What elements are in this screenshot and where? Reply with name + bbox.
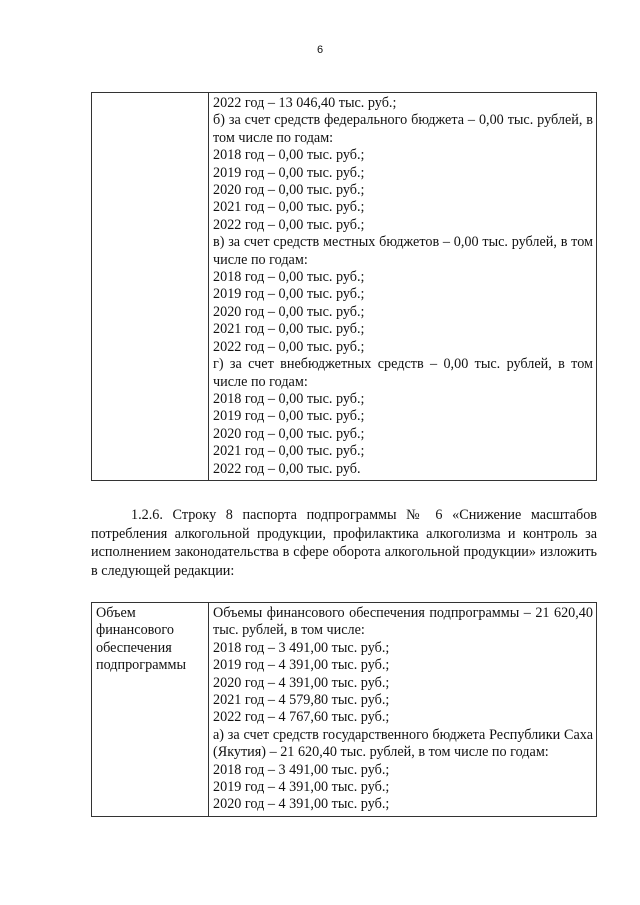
financing-line: 2021 год – 4 579,80 тыс. руб.;	[213, 692, 390, 709]
financing-line: 2018 год – 0,00 тыс. руб.;	[213, 390, 365, 407]
row-content-cell	[209, 603, 597, 817]
financing-line: 2020 год – 0,00 тыс. руб.;	[213, 303, 365, 320]
financing-line: 2018 год – 0,00 тыс. руб.;	[213, 147, 365, 164]
financing-line: 2022 год – 0,00 тыс. руб.;	[213, 338, 365, 355]
financing-line: 2018 год – 0,00 тыс. руб.;	[213, 269, 365, 286]
financing-line: 2019 год – 0,00 тыс. руб.;	[213, 286, 365, 303]
financing-line: в) за счет средств местных бюджетов – 0,00 тыс. рублей, в том числе по годам:	[213, 234, 593, 268]
financing-line: а) за счет средств государственного бюджета Республики Саха (Якутия) – 21 620,40 тыс. рублей, в том числе по годам:	[213, 726, 593, 761]
row-content-cell	[209, 93, 597, 481]
financing-line: 2022 год – 0,00 тыс. руб.	[213, 460, 361, 477]
financing-line: 2018 год – 3 491,00 тыс. руб.;	[213, 639, 390, 656]
financing-line: 2020 год – 4 391,00 тыс. руб.;	[213, 796, 390, 813]
financing-line: 2022 год – 4 767,60 тыс. руб.;	[213, 709, 390, 726]
financing-line: Объемы финансового обеспечения подпрограммы – 21 620,40 тыс. рублей, в том числе:	[213, 605, 593, 639]
financing-line: 2020 год – 0,00 тыс. руб.;	[213, 425, 365, 442]
financing-line: 2020 год – 0,00 тыс. руб.;	[213, 182, 365, 199]
financing-line: 2022 год – 0,00 тыс. руб.;	[213, 216, 365, 233]
financing-line: 2019 год – 4 391,00 тыс. руб.;	[213, 657, 390, 674]
financing-line: 2021 год – 0,00 тыс. руб.;	[213, 443, 365, 460]
financing-line: 2021 год – 0,00 тыс. руб.;	[213, 199, 365, 216]
passport-table-continued	[91, 92, 597, 481]
financing-line: г) за счет внебюджетных средств – 0,00 тыс. рублей, в том числе по годам:	[213, 356, 593, 390]
financing-line: 2021 год – 0,00 тыс. руб.;	[213, 321, 365, 338]
financing-line: 2020 год – 4 391,00 тыс. руб.;	[213, 674, 390, 691]
financing-line: 2019 год – 0,00 тыс. руб.;	[213, 164, 365, 181]
financing-line: б) за счет средств федерального бюджета – 0,00 тыс. рублей, в том числе по годам:	[213, 112, 593, 146]
financing-line: 2022 год – 13 046,40 тыс. руб.;	[213, 95, 397, 111]
amendment-paragraph: 1.2.6. Строку 8 паспорта подпрограммы № 6 «Снижение масштабов потребления алкогольной продукции, профилактика алкоголизма и контроль за исполнением законодательства в сфере оборота алкогольной продукции» изложить в следующей редакции:	[91, 507, 597, 579]
table-row	[92, 603, 597, 817]
financing-line: 2019 год – 4 391,00 тыс. руб.;	[213, 779, 390, 796]
table-row	[92, 93, 597, 481]
page-number: 6	[316, 44, 324, 56]
passport-table-new-edition	[91, 602, 597, 817]
row-label-cell	[92, 93, 209, 481]
financing-line: 2019 год – 0,00 тыс. руб.;	[213, 408, 365, 425]
row-label-cell: Объем финансового обеспечения подпрограммы	[92, 603, 209, 817]
financing-line: 2018 год – 3 491,00 тыс. руб.;	[213, 761, 390, 778]
